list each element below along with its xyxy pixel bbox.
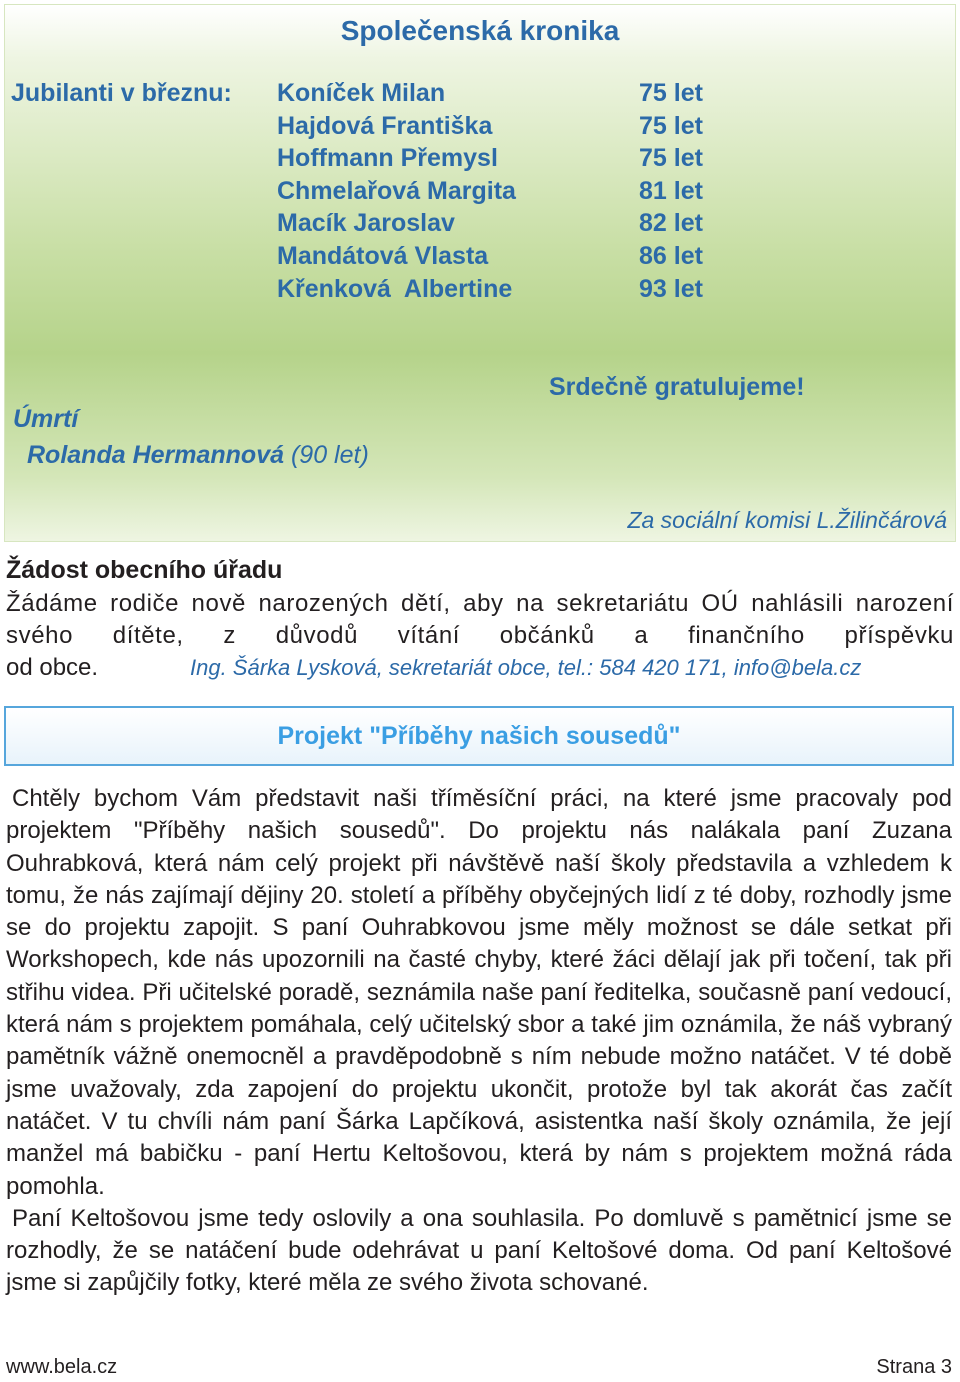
umrti-label: Úmrtí bbox=[13, 405, 79, 433]
jubilanti-list bbox=[277, 79, 717, 307]
zadost-text: Žádáme rodiče nově narozených dětí, aby na sekretariátu OÚ nahlásili narození svého dítěte, z důvodů vítání občánků a finančního příspěvku bbox=[6, 590, 954, 649]
jubilant-age: 75 let bbox=[639, 144, 703, 173]
zadost-last-line: od obce. bbox=[6, 654, 99, 681]
jubilant-age: 86 let bbox=[639, 241, 703, 270]
jubilant-name: Koníček Milan bbox=[277, 79, 446, 107]
list-item bbox=[277, 177, 717, 210]
zadost-contact: Ing. Šárka Lysková, sekretariát obce, tel.: 584 420 171, info@bela.cz bbox=[190, 655, 862, 680]
jubilant-age: 81 let bbox=[639, 176, 703, 205]
umrti-entry bbox=[27, 441, 369, 470]
jubilant-age: 82 let bbox=[639, 209, 703, 238]
jubilanti-label: Jubilanti v březnu: bbox=[11, 79, 232, 107]
jubilant-name: Macík Jaroslav bbox=[277, 209, 455, 238]
jubilant-age: 75 let bbox=[639, 79, 703, 107]
jubilant-age: 75 let bbox=[639, 111, 703, 140]
footer-page-number: Strana 3 bbox=[876, 1356, 952, 1378]
list-item bbox=[277, 112, 717, 145]
jubilant-name: Hajdová Františka bbox=[277, 111, 493, 140]
footer-website: www.bela.cz bbox=[6, 1356, 118, 1378]
jubilant-name: Chmelařová Margita bbox=[277, 176, 516, 205]
article-paragraph: Paní Keltošovou jsme tedy oslovily a ona souhlasila. Po domluvě s pamětnicí jsme se rozhodly, že se natáčení bude odehrávat u paní Keltošové doma. Od paní Keltošové jsme si zapůjčily fotky, které měla ze svého života schované. bbox=[6, 1204, 952, 1297]
projekt-header-box bbox=[4, 706, 954, 766]
list-item bbox=[277, 275, 717, 308]
article-paragraph: Chtěly bychom Vám představit naši tříměsíční práci, na které jsme pracovaly pod projektem "Příběhy našich sousedů". Do projektu nás nalákala paní Zuzana Ouhrabková, která nám celý projekt při návštěvě naší školy představila a vzhledem k tomu, že nás zajímají dějiny 20. století a příběhy obyčejných lidí z té doby, rozhodly jsme se do projektu zapojit. S paní Ouhrabkovou jsme měly možnost se dále setkat při Workshopech, kde nás upozornili na časté chyby, které žáci dělají jak při točení, tak při střihu videa. Při učitelské poradě, seznámila naše paní ředitelka, současně paní vedoucí, která nám s projektem pomáhala, celý učitelský sbor a také jim oznámila, že náš vybraný pamětník vážně onemocněl a pravděpodobně s ním nebude možno natáčet. V té době jsme uvažovaly, zda zapojení do projektu ukončit, protože byl tak akorát čas začít natáčet. V tu chvíli nám paní Šárka Lapčíková, asistentka naší školy oznámila, že její manžel má babičku - paní Hertu Keltošovou, která by nám s projektem možná ráda pomohla. bbox=[6, 785, 952, 1200]
spolecenska-kronika-section bbox=[4, 4, 956, 542]
jubilant-name: Mandátová Vlasta bbox=[277, 241, 489, 270]
kronika-title: Společenská kronika bbox=[340, 15, 620, 46]
umrti-name: Rolanda Hermannová bbox=[27, 441, 285, 469]
umrti-age: (90 let) bbox=[284, 441, 369, 469]
projekt-title: Projekt "Příběhy našich sousedů" bbox=[277, 721, 681, 750]
list-item bbox=[277, 79, 717, 112]
list-item bbox=[277, 144, 717, 177]
list-item bbox=[277, 242, 717, 275]
jubilant-name: Hoffmann Přemysl bbox=[277, 144, 498, 173]
list-item bbox=[277, 209, 717, 242]
podpis-komise: Za sociální komisi L.Žilinčárová bbox=[627, 507, 947, 533]
gratulace-text: Srdečně gratulujeme! bbox=[549, 373, 805, 401]
jubilant-age: 93 let bbox=[639, 274, 703, 303]
zadost-title: Žádost obecního úřadu bbox=[6, 556, 283, 584]
projekt-article bbox=[6, 783, 952, 1300]
jubilant-name: Křenková Albertine bbox=[277, 274, 513, 303]
